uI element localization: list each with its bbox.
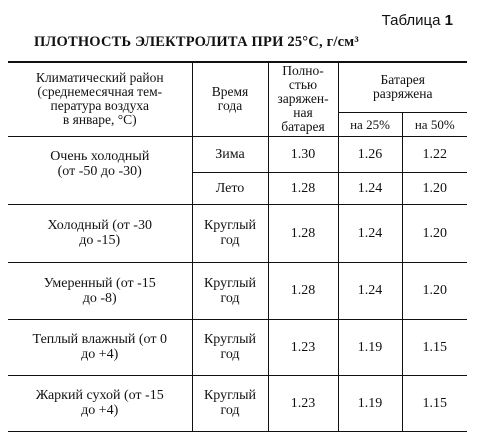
header-discharged-line: разряжена — [373, 86, 433, 102]
season-cell — [192, 262, 268, 319]
header-climate-region-line: в январе, °С) — [62, 112, 137, 128]
header-fully-charged-line: заряжен- — [277, 91, 329, 107]
header-fully-charged-line: стью — [288, 77, 318, 93]
discharged-25-density-cell: 1.24 — [338, 204, 402, 262]
discharged-50-density-cell: 1.20 — [402, 204, 467, 262]
discharged-50-density-cell: 1.22 — [402, 136, 467, 172]
season-line: Круглый — [203, 332, 257, 347]
season-cell — [192, 375, 268, 431]
climate-region-cell — [8, 136, 192, 204]
season-line: год — [220, 290, 240, 306]
header-season-line: года — [217, 98, 243, 114]
header-discharged-line: Батарея — [380, 72, 425, 88]
season-line: год — [220, 233, 240, 248]
climate-region-line: до +4) — [81, 403, 119, 418]
fully-charged-density-cell: 1.28 — [268, 172, 338, 204]
header-fully-charged-line: ная — [293, 105, 313, 121]
climate-region-line: Умеренный (от -15 — [43, 275, 156, 291]
table-row — [8, 204, 467, 262]
season-line: Круглый — [203, 218, 257, 233]
table-row — [8, 262, 467, 319]
table-number: 1 — [444, 12, 453, 29]
climate-region-cell — [8, 319, 192, 375]
season-line: год — [220, 403, 240, 418]
header-climate-region-line: (среднемесячная тем- — [37, 84, 163, 100]
header-discharged-25: на 25% — [338, 112, 402, 136]
climate-region-line: Теплый влажный (от 0 — [32, 332, 167, 347]
header-climate-region-line: Климатический район — [35, 70, 164, 86]
season-line: Зима — [215, 146, 245, 162]
header-discharged-50: на 50% — [402, 112, 467, 136]
table-label-text: Таблица — [381, 12, 441, 29]
header-fully-charged-line: Полно- — [282, 63, 324, 79]
climate-region-line: Очень холодный — [50, 148, 150, 164]
header-climate-region-line: пература воздуха — [50, 98, 149, 114]
climate-region-line: (от -50 до -30) — [57, 163, 142, 179]
season-line: Лето — [215, 180, 245, 196]
fully-charged-density-cell: 1.28 — [268, 262, 338, 319]
climate-region-cell — [8, 375, 192, 431]
discharged-50-density-cell: 1.15 — [402, 319, 467, 375]
climate-region-cell — [8, 262, 192, 319]
table-row — [8, 136, 467, 172]
fully-charged-density-cell: 1.23 — [268, 319, 338, 375]
season-line: год — [220, 347, 240, 362]
discharged-25-density-cell: 1.26 — [338, 136, 402, 172]
table-label — [382, 12, 453, 29]
density-table — [8, 61, 467, 432]
header-season-line: Время — [211, 84, 249, 100]
climate-region-line: Холодный (от -30 — [47, 218, 152, 233]
climate-region-line: Жаркий сухой (от -15 — [35, 388, 164, 403]
header-fully-charged — [268, 62, 338, 136]
table-row — [8, 375, 467, 431]
header-discharged — [338, 62, 467, 112]
climate-region-line: до -8) — [82, 290, 117, 306]
discharged-25-density-cell: 1.24 — [338, 172, 402, 204]
season-cell — [192, 136, 268, 172]
fully-charged-density-cell: 1.28 — [268, 204, 338, 262]
season-line: Круглый — [203, 388, 257, 403]
discharged-50-density-cell: 1.15 — [402, 375, 467, 431]
header-climate-region — [8, 62, 192, 136]
table-title: ПЛОТНОСТЬ ЭЛЕКТРОЛИТА ПРИ 25°С, г/см³ — [34, 34, 359, 50]
climate-region-line: до -15) — [79, 233, 121, 248]
season-line: Круглый — [203, 275, 257, 291]
fully-charged-density-cell: 1.30 — [268, 136, 338, 172]
climate-region-line: до +4) — [81, 347, 119, 362]
fully-charged-density-cell: 1.23 — [268, 375, 338, 431]
discharged-50-density-cell: 1.20 — [402, 172, 467, 204]
climate-region-cell — [8, 204, 192, 262]
header-fully-charged-line: батарея — [281, 119, 325, 135]
discharged-25-density-cell: 1.19 — [338, 319, 402, 375]
table-row — [8, 319, 467, 375]
season-cell — [192, 172, 268, 204]
discharged-50-density-cell: 1.20 — [402, 262, 467, 319]
season-cell — [192, 204, 268, 262]
season-cell — [192, 319, 268, 375]
discharged-25-density-cell: 1.19 — [338, 375, 402, 431]
discharged-25-density-cell: 1.24 — [338, 262, 402, 319]
header-season — [192, 62, 268, 136]
